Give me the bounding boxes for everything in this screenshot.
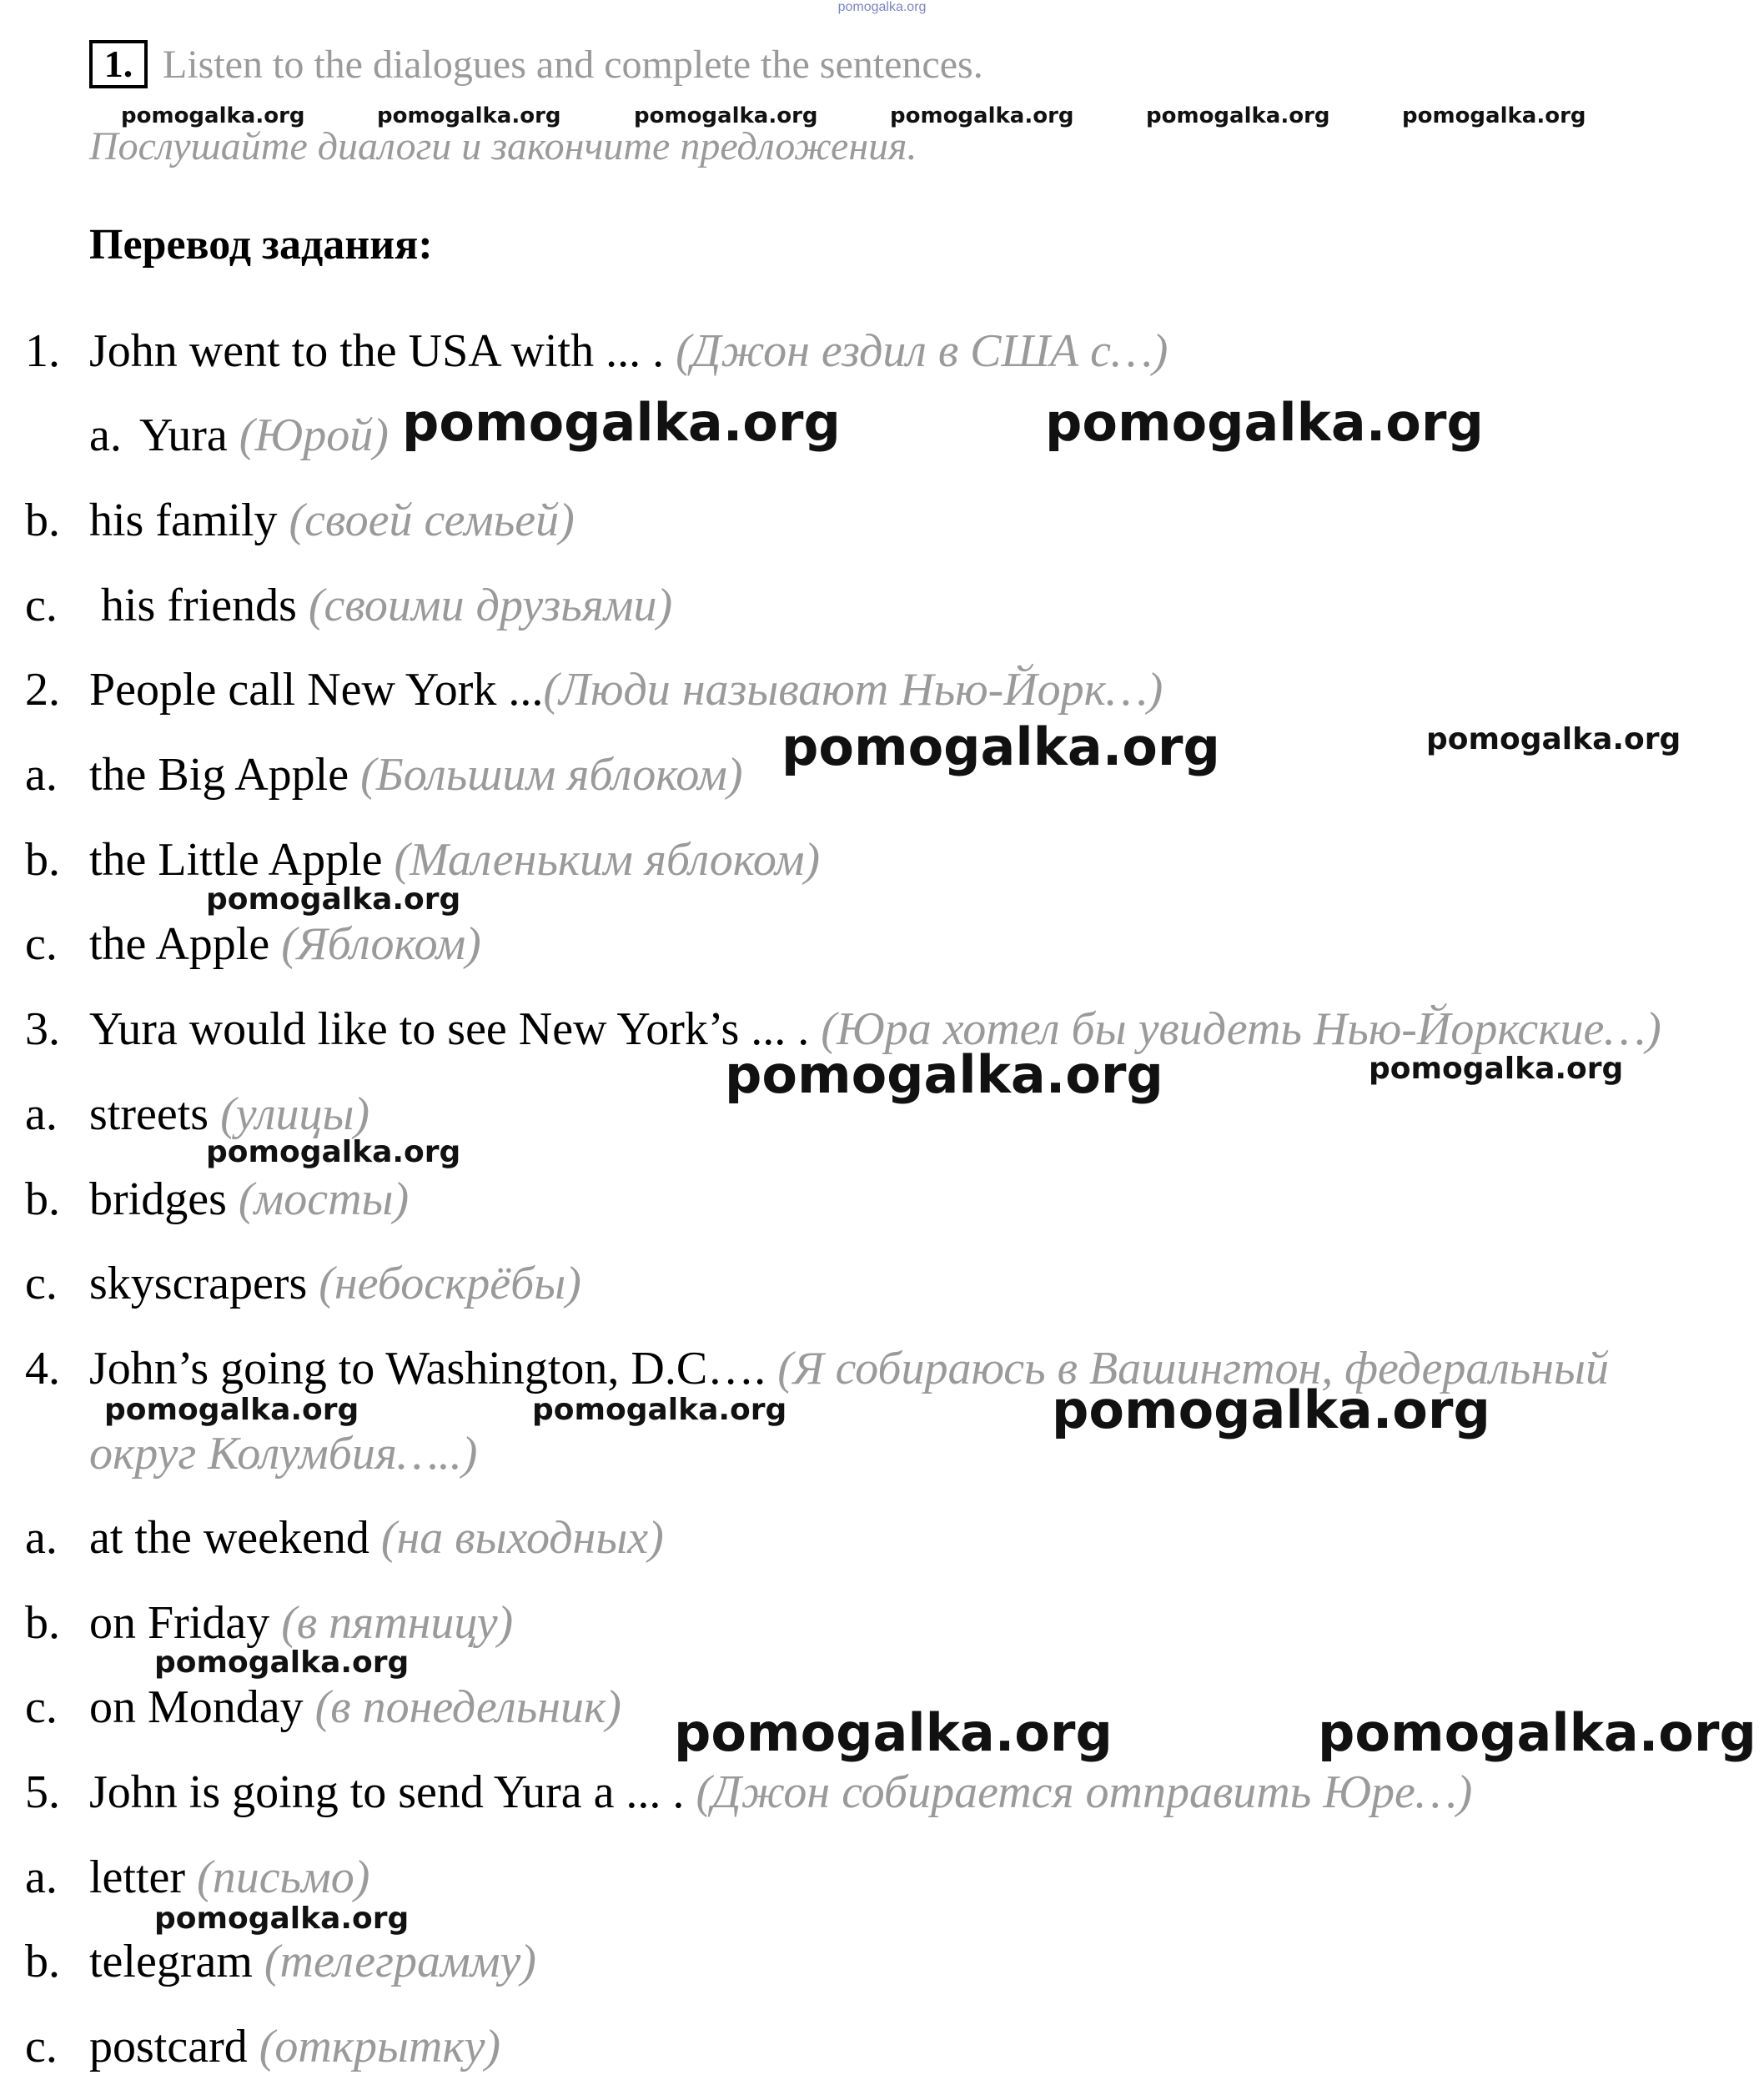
watermark: pomogalka.org <box>121 103 305 128</box>
watermark: pomogalka.org <box>781 716 1220 777</box>
item-marker: 1. <box>25 325 60 377</box>
item-russian: (в пятницу) <box>281 1597 514 1649</box>
option-3c <box>25 1255 581 1312</box>
watermark: pomogalka.org <box>154 1902 410 1936</box>
watermark: pomogalka.org <box>206 1135 461 1169</box>
option-2b <box>25 832 820 888</box>
item-english: bridges <box>89 1173 239 1225</box>
item-english: at the weekend <box>89 1512 381 1564</box>
item-marker: 5. <box>25 1766 60 1818</box>
option-2a <box>25 746 743 803</box>
item-marker: a. <box>25 1851 58 1903</box>
option-5c <box>25 2018 500 2075</box>
item-english: his friends <box>89 580 309 631</box>
option-1a <box>89 407 389 464</box>
item-russian: (Маленьким яблоком) <box>394 834 821 886</box>
instruction-russian: Послушайте диалоги и закончите предложения. <box>89 124 917 168</box>
watermark: pomogalka.org <box>532 1393 787 1427</box>
option-5b <box>25 1933 536 1990</box>
option-3b <box>25 1171 409 1228</box>
watermark: pomogalka.org <box>104 1393 359 1427</box>
item-russian: (Яблоком) <box>281 918 481 970</box>
item-marker: a. <box>25 749 58 801</box>
item-english: John’s going to Washington, D.C…. <box>89 1343 778 1394</box>
item-marker: b. <box>25 1597 60 1649</box>
item-russian: (Юра хотел бы увидеть Нью-Йоркские…) <box>821 1003 1661 1055</box>
option-4a <box>25 1510 664 1566</box>
watermark: pomogalka.org <box>634 103 818 128</box>
item-english: the Little Apple <box>89 834 395 886</box>
item-russian: (Джон собирается отправить Юре…) <box>696 1766 1473 1818</box>
option-4b <box>25 1595 513 1651</box>
item-english: Yura would like to see New York’s ... . <box>89 1003 822 1055</box>
question-4-continuation: округ Колумбия…..) <box>89 1428 478 1480</box>
item-english: Yura <box>139 409 239 461</box>
item-russian: (Юрой) <box>239 409 389 461</box>
item-marker: c. <box>25 2021 58 2072</box>
item-english: telegram <box>89 1936 264 1987</box>
watermark: pomogalka.org <box>890 103 1074 128</box>
item-marker: b. <box>25 834 60 886</box>
item-russian: (своими друзьями) <box>308 580 673 631</box>
item-marker: c. <box>25 1258 58 1309</box>
item-english: the Big Apple <box>89 749 361 801</box>
item-marker: c. <box>25 580 58 631</box>
question-1 <box>25 323 1168 379</box>
task-number-box: 1. <box>89 40 148 88</box>
watermark: pomogalka.org <box>1426 722 1681 756</box>
item-russian: (в понедельник) <box>314 1681 621 1733</box>
item-marker: c. <box>25 918 58 970</box>
watermark: pomogalka.org <box>725 1044 1163 1105</box>
watermark: pomogalka.org <box>1052 1379 1490 1440</box>
item-russian: (своей семьей) <box>289 495 575 546</box>
option-2c <box>25 916 481 972</box>
item-russian: (Джон ездил в США с…) <box>676 325 1168 377</box>
item-english: the Apple <box>89 918 282 970</box>
item-english: John went to the USA with ... . <box>89 325 676 377</box>
item-russian: (телеграмму) <box>264 1936 536 1987</box>
question-2 <box>25 661 1163 718</box>
item-russian: (Большим яблоком) <box>360 749 743 801</box>
option-1c <box>25 577 672 634</box>
watermark: pomogalka.org <box>1146 103 1330 128</box>
item-english: John is going to send Yura a ... . <box>89 1766 696 1818</box>
item-marker: 3. <box>25 1003 60 1055</box>
item-marker: b. <box>25 1936 60 1987</box>
item-english: People call New York ... <box>89 664 544 716</box>
option-4c <box>25 1679 621 1736</box>
item-marker: a. <box>89 409 122 461</box>
option-3a <box>25 1086 369 1143</box>
item-english: letter <box>89 1851 198 1903</box>
item-russian: (мосты) <box>238 1173 410 1225</box>
item-english: streets <box>89 1088 221 1140</box>
watermark: pomogalka.org <box>154 1645 410 1680</box>
option-5a <box>25 1849 369 1906</box>
translation-heading: Перевод задания: <box>89 221 433 269</box>
item-russian: (Люди называют Нью-Йорк…) <box>543 664 1163 716</box>
item-marker: 2. <box>25 664 60 716</box>
item-russian: (письмо) <box>197 1851 370 1903</box>
watermark: pomogalka.org <box>402 392 841 453</box>
item-marker: b. <box>25 1173 60 1225</box>
item-english: his family <box>89 495 289 546</box>
item-russian: (на выходных) <box>380 1512 664 1564</box>
question-5 <box>25 1764 1472 1821</box>
instruction-english: Listen to the dialogues and complete the sentences. <box>163 43 983 87</box>
item-russian: (открытку) <box>259 2021 501 2072</box>
item-english: on Friday <box>89 1597 282 1649</box>
item-english: skyscrapers <box>89 1258 319 1309</box>
option-1b <box>25 492 575 549</box>
watermark: pomogalka.org <box>674 1702 1113 1763</box>
watermark: pomogalka.org <box>1045 392 1484 453</box>
item-marker: a. <box>25 1512 58 1564</box>
item-russian: (Я собираюсь в Вашингтон, федеральный <box>777 1343 1609 1394</box>
watermark: pomogalka.org <box>1402 103 1586 128</box>
watermark: pomogalka.org <box>377 103 561 128</box>
item-marker: 4. <box>25 1343 60 1394</box>
item-russian: (улицы) <box>220 1088 370 1140</box>
item-marker: c. <box>25 1681 58 1733</box>
watermark: pomogalka.org <box>1318 1702 1756 1763</box>
watermark: pomogalka.org <box>1369 1052 1624 1086</box>
item-russian: (небоскрёбы) <box>319 1258 581 1309</box>
item-marker: b. <box>25 495 60 546</box>
item-english: on Monday <box>89 1681 315 1733</box>
item-marker: a. <box>25 1088 58 1140</box>
watermark: pomogalka.org <box>206 882 461 917</box>
item-english: postcard <box>89 2021 259 2072</box>
site-mark: pomogalka.org <box>837 0 927 14</box>
